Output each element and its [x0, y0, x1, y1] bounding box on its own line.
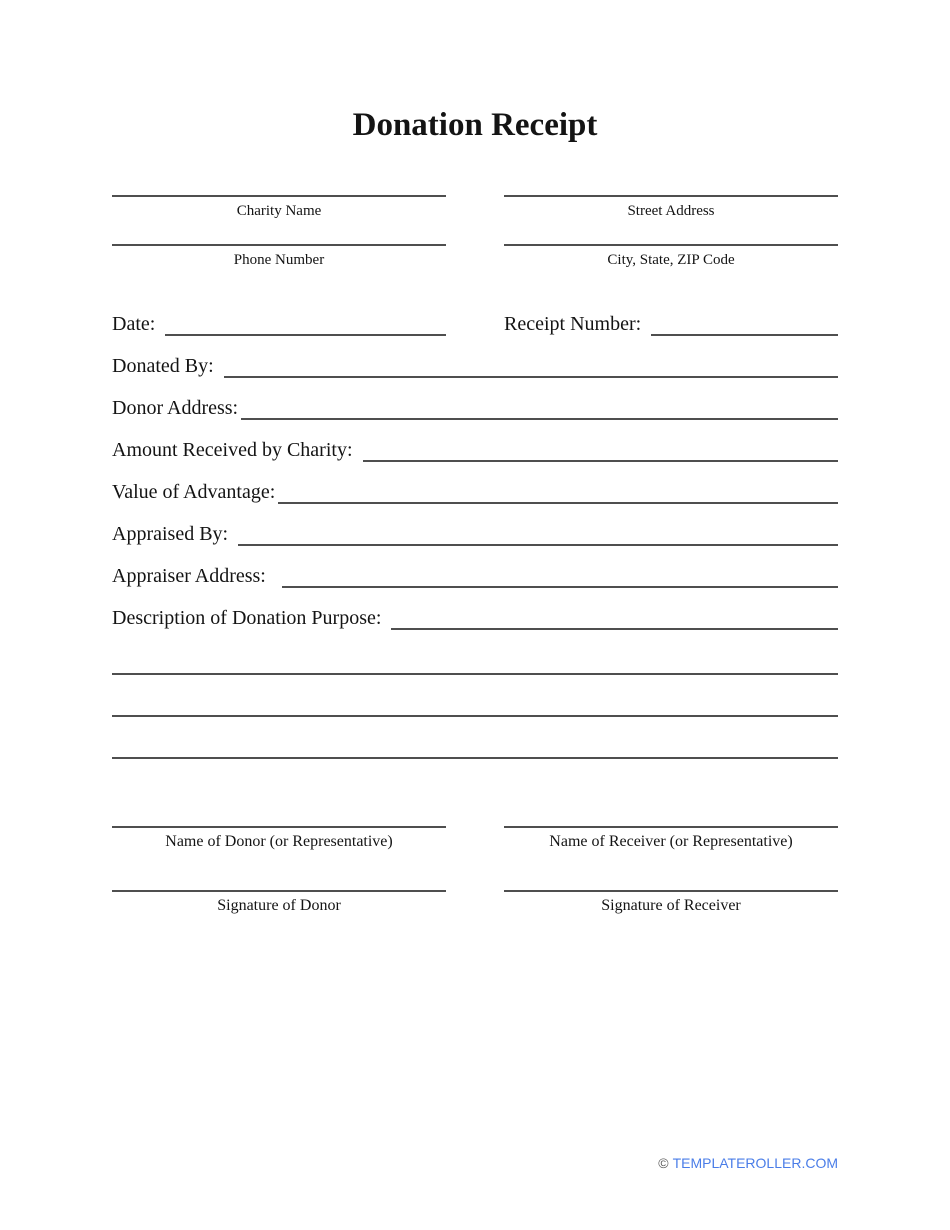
amount-received-line [363, 460, 838, 462]
blank-writing-line [112, 675, 838, 717]
page-title: Donation Receipt [352, 107, 598, 143]
date-receipt-row [112, 294, 838, 336]
signature-section [112, 826, 838, 916]
phone-number-field [112, 244, 446, 270]
description-purpose-label: Description of Donation Purpose: [112, 606, 382, 629]
receiver-signature-column [504, 826, 838, 916]
charity-info-section [112, 195, 838, 270]
phone-number-line [112, 244, 446, 246]
date-label: Date: [112, 312, 156, 335]
date-line [165, 334, 446, 336]
phone-number-label: Phone Number [233, 251, 325, 268]
donor-signature-label: Signature of Donor [217, 896, 341, 914]
donor-signature-column [112, 826, 446, 916]
receipt-number-field [504, 294, 838, 336]
receiver-signature-field [504, 890, 838, 916]
donated-by-label: Donated By: [112, 354, 214, 377]
charity-name-label: Charity Name [236, 202, 322, 219]
donated-by-field [112, 336, 838, 378]
receipt-number-label: Receipt Number: [504, 312, 642, 335]
blank-writing-line [112, 717, 838, 759]
amount-received-label: Amount Received by Charity: [112, 438, 353, 461]
appraiser-address-line [282, 586, 838, 588]
donor-name-line [112, 826, 446, 828]
donor-address-label: Donor Address: [112, 396, 239, 419]
footer [658, 1154, 838, 1172]
receiver-signature-line [504, 890, 838, 892]
appraised-by-field [112, 504, 838, 546]
city-state-zip-field [504, 244, 838, 270]
charity-name-line [112, 195, 446, 197]
description-purpose-line [391, 628, 838, 630]
street-address-label: Street Address [627, 202, 715, 219]
city-state-zip-line [504, 244, 838, 246]
receiver-name-line [504, 826, 838, 828]
street-address-line [504, 195, 838, 197]
street-address-field [504, 195, 838, 221]
appraiser-address-label: Appraiser Address: [112, 564, 266, 587]
donor-signature-line [112, 890, 446, 892]
donor-name-field [112, 826, 446, 852]
donated-by-line [224, 376, 838, 378]
donor-address-line [241, 418, 838, 420]
description-purpose-field [112, 588, 838, 630]
value-of-advantage-line [278, 502, 838, 504]
templateroller-link[interactable]: TEMPLATEROLLER.COM [672, 1155, 838, 1171]
appraised-by-label: Appraised By: [112, 522, 229, 545]
donor-signature-field [112, 890, 446, 916]
appraiser-address-field [112, 546, 838, 588]
charity-name-field [112, 195, 446, 221]
value-of-advantage-label: Value of Advantage: [112, 480, 276, 503]
donor-name-label: Name of Donor (or Representative) [165, 832, 393, 850]
blank-writing-line [112, 633, 838, 675]
charity-info-left-column [112, 195, 446, 270]
date-field [112, 294, 446, 336]
city-state-zip-label: City, State, ZIP Code [607, 251, 735, 268]
amount-received-field [112, 420, 838, 462]
charity-info-right-column [504, 195, 838, 270]
receiver-name-field [504, 826, 838, 852]
receipt-number-line [651, 334, 838, 336]
receiver-signature-label: Signature of Receiver [601, 896, 741, 914]
donor-address-field [112, 378, 838, 420]
appraised-by-line [238, 544, 838, 546]
receiver-name-label: Name of Receiver (or Representative) [549, 832, 793, 850]
value-of-advantage-field [112, 462, 838, 504]
copyright-symbol: © [658, 1155, 669, 1171]
